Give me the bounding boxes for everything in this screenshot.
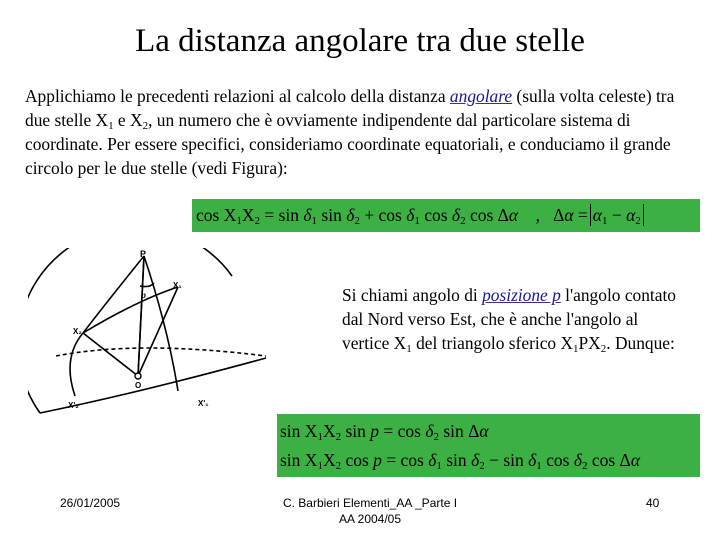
spherical-triangle-figure: [28, 248, 278, 418]
formula-text: $\cos X_1X_2 = \sin \delta_1$ $\sin \delta_2 + \cos \delta_1$ $\cos \delta_2$ cos Δα , $\Delta\alpha = \alpha_1 - \alpha_2$: [196, 203, 646, 227]
line-o-p: [138, 256, 144, 376]
footer-author-line1: C. Barbieri Elementi_AA _Parte I: [282, 496, 458, 510]
meridian-left: [83, 256, 144, 333]
subscript: 2: [142, 120, 149, 132]
desc-text: PX: [578, 333, 601, 353]
formula-line-1: $\sin X_1X_2$ $\sin p = \cos \delta_2$ sin Δα: [280, 421, 489, 443]
footer-date: 26/01/2005: [60, 496, 121, 510]
keyword-posizione-p: posizione p: [482, 285, 561, 305]
center-o: [135, 373, 141, 379]
label-p: p: [141, 291, 146, 300]
label-O: O: [135, 381, 142, 390]
subscript: 1: [573, 343, 579, 355]
desc-text: Si chiami angolo di: [342, 285, 483, 305]
desc-text: l'angolo contato dal Nord verso Est, che è anche l'angolo al vertice X: [342, 285, 677, 353]
line-o-x2: [83, 333, 138, 376]
position-angle-description: [342, 283, 682, 355]
desc-text: . Dunque:: [606, 333, 675, 353]
label-X2: X₂: [73, 327, 82, 336]
formula-line-2: $\sin X_1X_2$ $\cos p = \cos \delta_1$ $\sin \delta_2 - \sin \delta_1$ $\cos \delta_2$ cos Δα: [280, 450, 641, 472]
intro-paragraph: [25, 84, 695, 180]
desc-text: del triangolo sferico X: [411, 333, 574, 353]
subscript: 2: [600, 343, 607, 355]
footer-author: [250, 495, 490, 527]
formula-position-angle: [277, 414, 700, 477]
footer-page-number: 40: [646, 496, 660, 510]
intro-text: e X: [113, 110, 143, 130]
label-X2prime: X'₂: [68, 401, 79, 410]
label-X1: X₁: [173, 281, 182, 290]
label-X1prime: X'₁: [198, 399, 209, 408]
equator-back: [56, 348, 266, 356]
intro-text: Applichiamo le precedenti relazioni al calcolo della distanza: [25, 86, 450, 106]
footer-author-line2: AA 2004/05: [338, 512, 402, 526]
slide-title: La distanza angolare tra due stelle: [135, 23, 585, 59]
subscript: 1: [108, 120, 114, 132]
great-circle: [83, 287, 178, 333]
meridian-x2: [70, 333, 83, 396]
keyword-angolare: angolare: [449, 86, 513, 106]
label-P: P: [140, 249, 147, 259]
intro-text: , un numero che è ovviamente indipendente dal particolare sistema di coordinate. Per essere specifici, consideriamo coordinate equatoriali, e conduciamo il grande circolo per le due stelle (vedi Figura):: [25, 110, 671, 178]
intro-text: (sulla volta celeste) tra due stelle X: [25, 86, 675, 130]
formula-cosine-distance: [192, 199, 700, 232]
subscript: 1: [406, 343, 412, 355]
